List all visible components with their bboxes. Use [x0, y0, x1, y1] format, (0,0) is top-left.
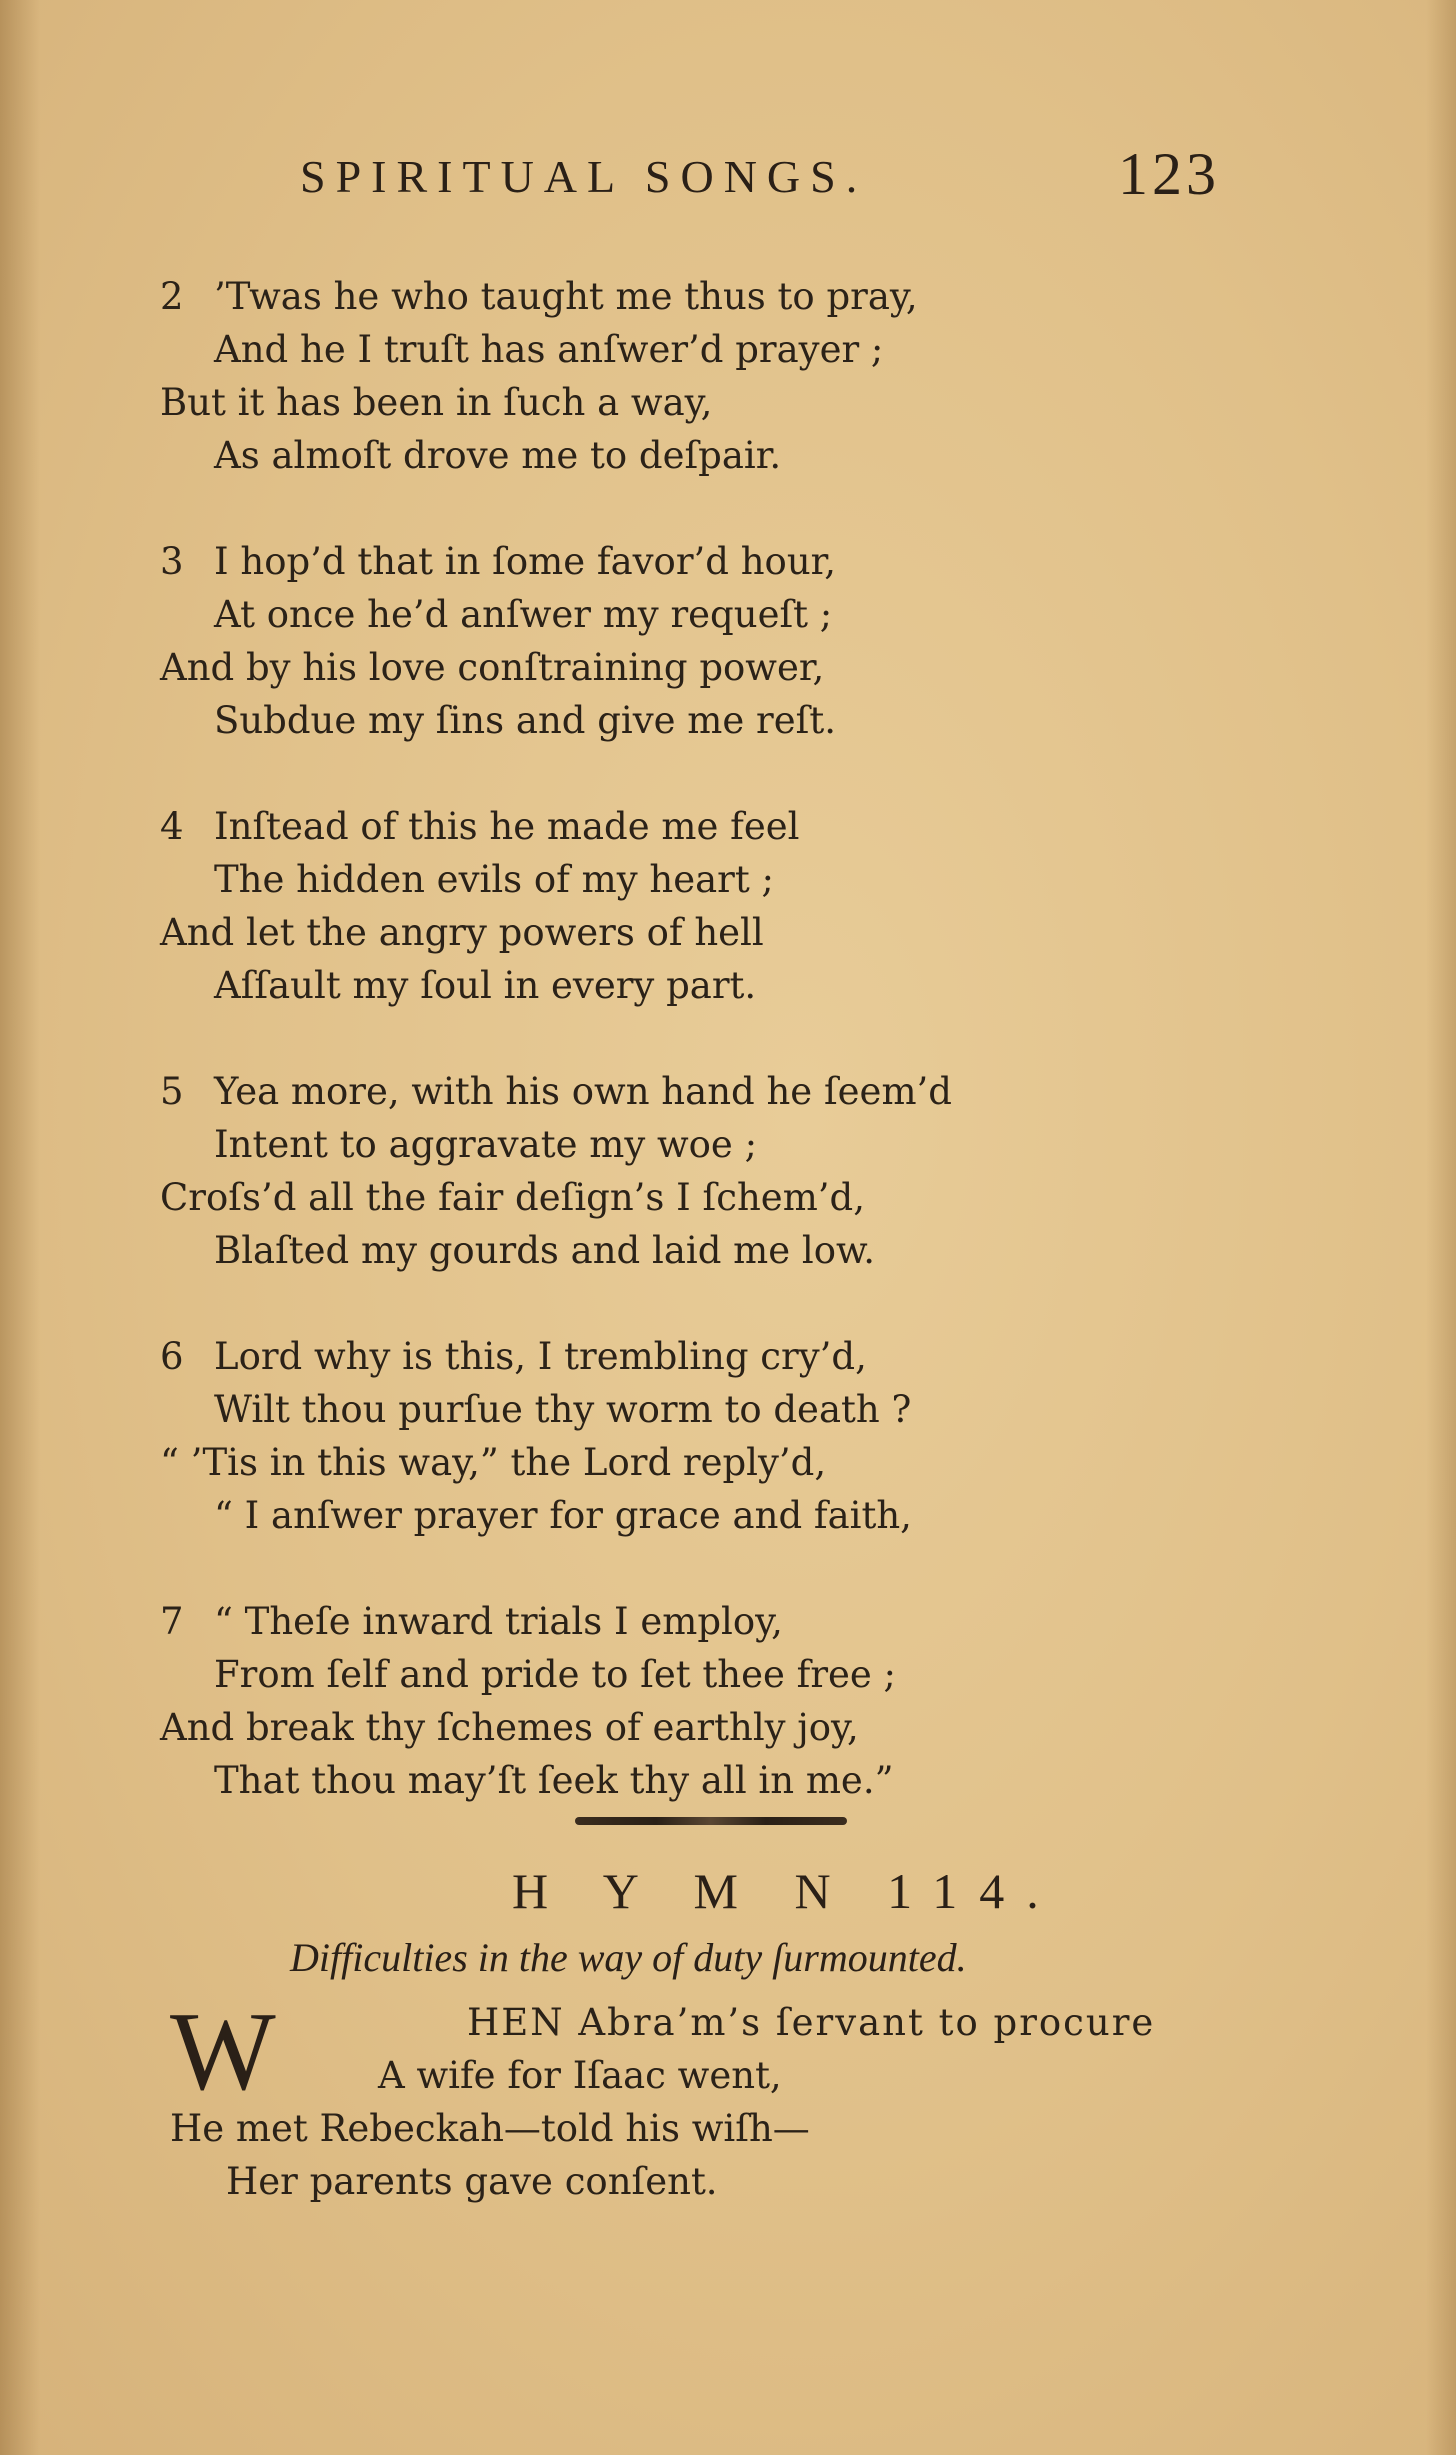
running-head: SPIRITUAL SONGS.	[300, 151, 868, 202]
hymn-line-text: Her parents gave conſent.	[226, 2160, 718, 2203]
verse-line	[160, 1595, 1260, 1648]
page-edge-shadow-right	[1426, 0, 1456, 2455]
hymn-line	[170, 2049, 1270, 2102]
verse-number: 5	[160, 1070, 184, 1113]
verse-line	[160, 1436, 1260, 1489]
verse-line-text: ’Twas he who taught me thus to pray,	[214, 275, 918, 318]
verse-3	[160, 535, 1260, 747]
verse-line	[160, 853, 1260, 906]
verse-line	[160, 1330, 1260, 1383]
verse-line-text: Intent to aggravate my woe ;	[214, 1123, 758, 1166]
verse-number: 6	[160, 1335, 184, 1378]
verse-line-text: Lord why is this, I trembling cry’d,	[214, 1335, 867, 1378]
verse-5	[160, 1065, 1260, 1277]
hymn-line	[170, 2102, 1270, 2155]
verse-line	[160, 1383, 1260, 1436]
verse-line-text: “ I anſwer prayer for grace and faith,	[214, 1494, 912, 1537]
verse-line	[160, 429, 1260, 482]
verse-line	[160, 323, 1260, 376]
verse-line	[160, 694, 1260, 747]
hymn-subtitle: Difficulties in the way of duty ſurmounted.	[290, 1935, 967, 1980]
verse-number: 3	[160, 540, 184, 583]
verse-number: 2	[160, 275, 184, 318]
hymn-line-text: HEN Abra’m’s ſervant to procure	[467, 2001, 1156, 2044]
verse-line-text: Inſtead of this he made me feel	[214, 805, 800, 848]
ornamental-divider	[575, 1817, 847, 1825]
verse-line-text: That thou may’ſt ſeek thy all in me.”	[214, 1759, 894, 1802]
verse-4	[160, 800, 1260, 1012]
page-number: 123	[1118, 141, 1220, 207]
verses-section	[160, 270, 1260, 1860]
verse-line-text: And break thy ſchemes of earthly joy,	[160, 1706, 859, 1749]
verse-line-text: As almoſt drove me to deſpair.	[214, 434, 782, 477]
verse-line-text: But it has been in ſuch a way,	[160, 381, 713, 424]
verse-line	[160, 1065, 1260, 1118]
verse-line-text: “ Theſe inward trials I employ,	[214, 1600, 783, 1643]
verse-number: 7	[160, 1600, 184, 1643]
verse-line	[160, 800, 1260, 853]
verse-6	[160, 1330, 1260, 1542]
verse-line-text: Aſſault my ſoul in every part.	[214, 964, 757, 1007]
verse-line	[160, 906, 1260, 959]
verse-line	[160, 1118, 1260, 1171]
verse-7	[160, 1595, 1260, 1807]
verse-2	[160, 270, 1260, 482]
verse-line-text: At once he’d anſwer my requeſt ;	[214, 593, 833, 636]
verse-line	[160, 376, 1260, 429]
verse-line	[160, 270, 1260, 323]
verse-line	[160, 1171, 1260, 1224]
verse-line-text: “ ’Tis in this way,” the Lord reply’d,	[160, 1441, 827, 1484]
verse-line	[160, 588, 1260, 641]
verse-line	[160, 1224, 1260, 1277]
verse-line	[160, 641, 1260, 694]
verse-line-text: From ſelf and pride to ſet thee free ;	[214, 1653, 897, 1696]
verse-line	[160, 1648, 1260, 1701]
hymn-line	[170, 1996, 1270, 2049]
verse-line-text: Croſs’d all the fair deſign’s I ſchem’d,	[160, 1176, 865, 1219]
verse-line-text: And let the angry powers of hell	[160, 911, 764, 954]
verse-line	[160, 1701, 1260, 1754]
verse-line-text: And he I truſt has anſwer’d prayer ;	[214, 328, 884, 371]
drop-cap: W	[170, 1990, 276, 2114]
verse-line-text: Subdue my ſins and give me reſt.	[214, 699, 836, 742]
page-edge-shadow-left	[0, 0, 40, 2455]
verse-line	[160, 535, 1260, 588]
verse-line-text: Wilt thou purſue thy worm to death ?	[214, 1388, 912, 1431]
verse-line	[160, 959, 1260, 1012]
verse-line-text: Blaſted my gourds and laid me low.	[214, 1229, 876, 1272]
hymn-line	[170, 2155, 1270, 2208]
verse-line-text: Yea more, with his own hand he ſeem’d	[214, 1070, 952, 1113]
verse-line-text: The hidden evils of my heart ;	[214, 858, 774, 901]
verse-line	[160, 1489, 1260, 1542]
hymn-title: H Y M N 114.	[512, 1863, 1061, 1919]
hymn-body	[170, 1990, 1270, 2208]
hymn-line-text: A wife for Iſaac went,	[378, 2054, 782, 2097]
verse-number: 4	[160, 805, 184, 848]
hymn-line-text: He met Rebeckah—told his wiſh—	[170, 2107, 810, 2150]
verse-line-text: And by his love conſtraining power,	[160, 646, 825, 689]
verse-line-text: I hop’d that in ſome favor’d hour,	[214, 540, 837, 583]
verse-line	[160, 1754, 1260, 1807]
